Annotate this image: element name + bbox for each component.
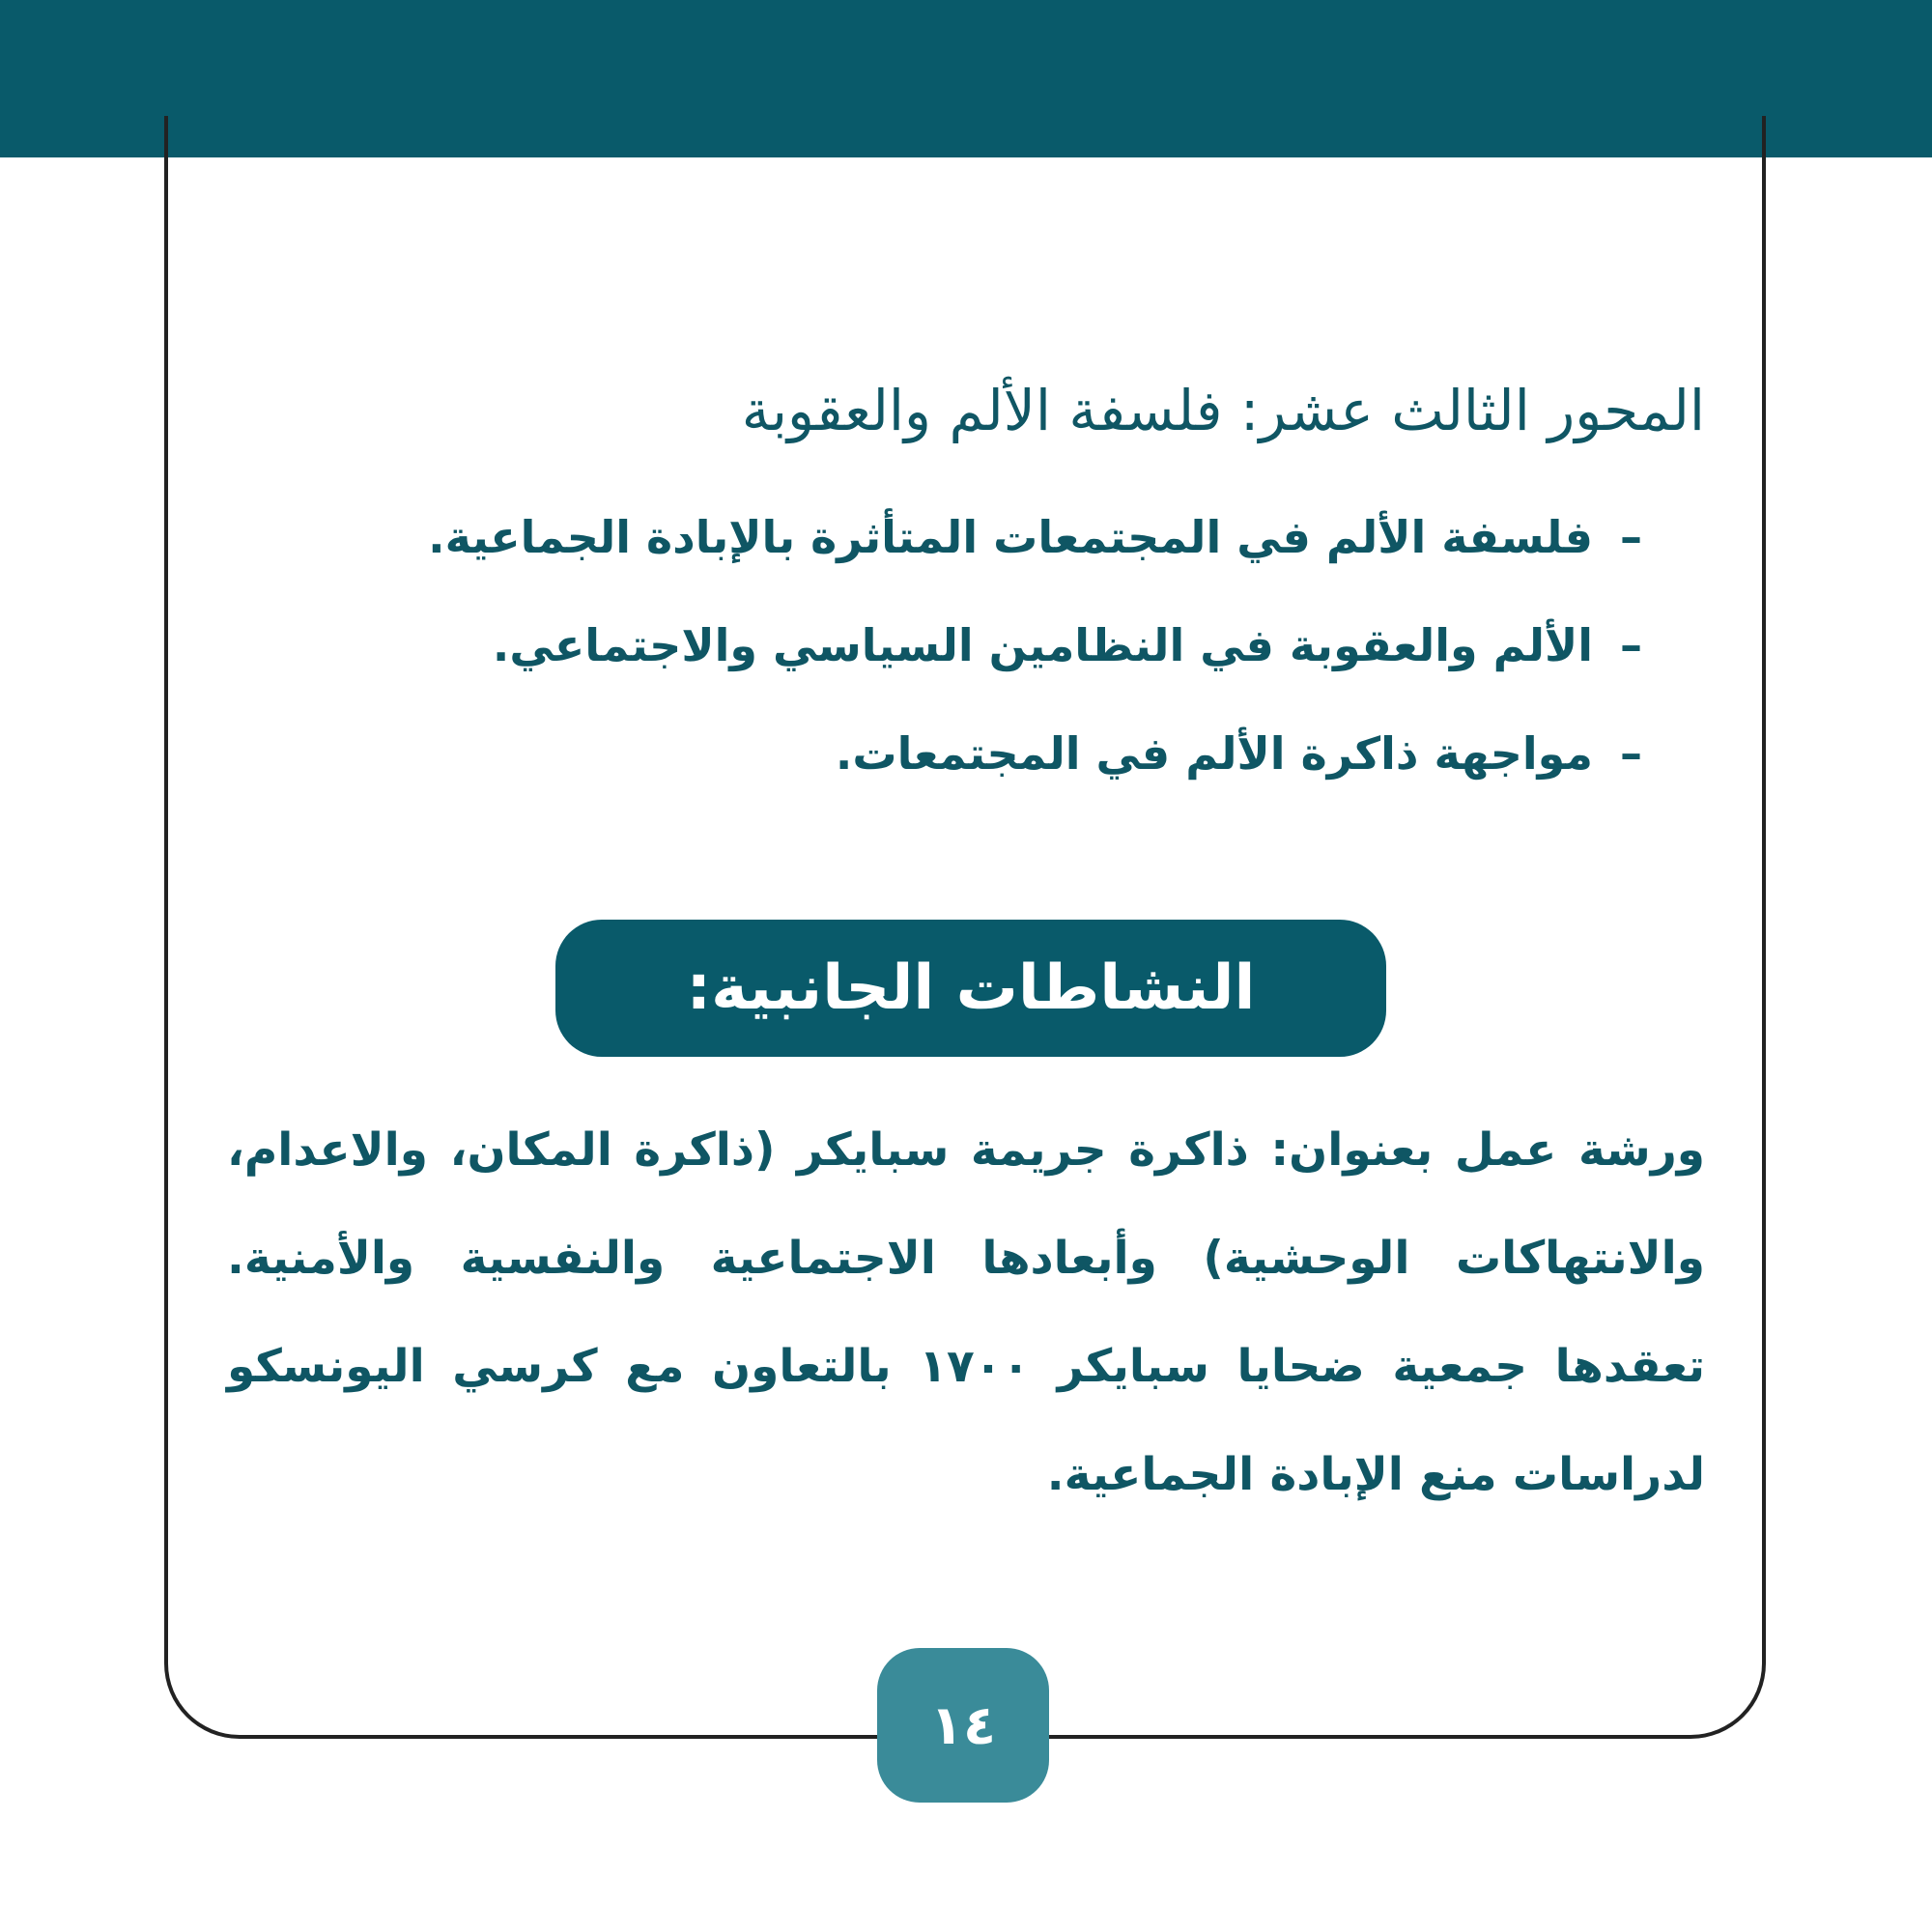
list-item-text: مواجهة ذاكرة الألم في المجتمعات. [835, 727, 1593, 780]
section-heading: النشاطات الجانبية: [686, 952, 1256, 1024]
section-heading-pill [555, 920, 1386, 1057]
list-item [386, 483, 1642, 591]
list-item-text: فلسفة الألم في المجتمعات المتأثرة بالإبادة الجماعية. [428, 511, 1593, 563]
list-item [386, 699, 1642, 808]
page-number-badge [877, 1648, 1049, 1803]
list-item [386, 591, 1642, 699]
page-number: ١٤ [929, 1693, 997, 1757]
bullet-marker: – [1620, 727, 1642, 780]
list-item-text: الألم والعقوبة في النظامين السياسي والاجتماعي. [492, 619, 1593, 671]
activity-description: ورشة عمل بعنوان: ذاكرة جريمة سبايكر (ذاكرة المكان، والاعدام، والانتهاكات الوحشية) وأبعادها الاجتماعية والنفسية والأمنية. تعقدها جمعية ضحايا سبايكر ١٧٠٠ بالتعاون مع كرسي اليونسكو لدراسات منع الإبادة الجماعية. [227, 1123, 1705, 1501]
bullet-marker: – [1620, 619, 1642, 671]
bullet-marker: – [1620, 511, 1642, 563]
axis-title: المحور الثالث عشر: فلسفة الألم والعقوبة [741, 378, 1705, 443]
axis-topics-list [386, 483, 1642, 808]
